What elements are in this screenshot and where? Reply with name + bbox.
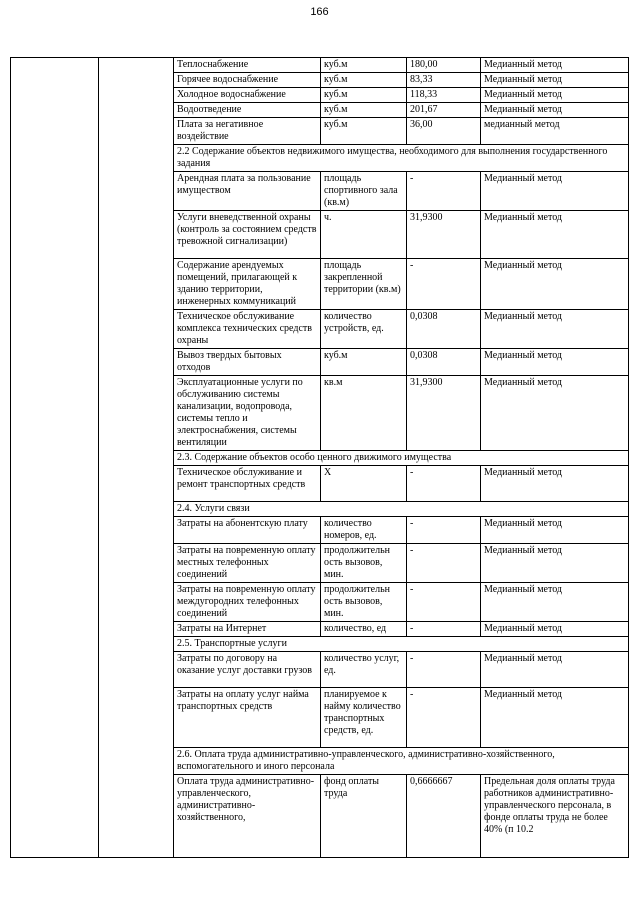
cost-name-cell: Оплата труда административно-управленческого, административно-хозяйственного, xyxy=(174,775,321,858)
unit-cell: ч. xyxy=(321,211,407,259)
cost-name-cell: Водоотведение xyxy=(174,103,321,118)
norm-value-cell: - xyxy=(407,259,481,310)
method-cell: Медианный метод xyxy=(481,310,629,349)
norm-value-cell: - xyxy=(407,517,481,544)
unit-cell: количество устройств, ед. xyxy=(321,310,407,349)
norm-value-cell: - xyxy=(407,583,481,622)
unit-cell: площадь спортивного зала (кв.м) xyxy=(321,172,407,211)
method-cell: Медианный метод xyxy=(481,259,629,310)
left-spacer-cell-2 xyxy=(99,58,174,858)
norm-value-cell: 180,00 xyxy=(407,58,481,73)
unit-cell: количество номеров, ед. xyxy=(321,517,407,544)
method-cell: Медианный метод xyxy=(481,376,629,451)
norm-value-cell: 0,0308 xyxy=(407,310,481,349)
unit-cell: куб.м xyxy=(321,118,407,145)
norm-value-cell: 201,67 xyxy=(407,103,481,118)
method-cell: Медианный метод xyxy=(481,211,629,259)
norm-value-cell: 118,33 xyxy=(407,88,481,103)
cost-name-cell: Содержание арендуемых помещений, прилагающей к зданию территории, инженерных коммуникаций xyxy=(174,259,321,310)
cost-name-cell: Затраты на повременную оплату местных телефонных соединений xyxy=(174,544,321,583)
method-cell: Предельная доля оплаты труда работников административно-управленческого персонала, в фонде оплаты труда не более 40% (п 10.2 xyxy=(481,775,629,858)
method-cell: Медианный метод xyxy=(481,73,629,88)
cost-name-cell: Затраты на абонентскую плату xyxy=(174,517,321,544)
left-spacer-cell-1 xyxy=(11,58,99,858)
method-cell: Медианный метод xyxy=(481,88,629,103)
cost-name-cell: Арендная плата за пользование имуществом xyxy=(174,172,321,211)
norm-value-cell: 83,33 xyxy=(407,73,481,88)
cost-name-cell: Холодное водоснабжение xyxy=(174,88,321,103)
cost-name-cell: Затраты на оплату услуг найма транспортных средств xyxy=(174,688,321,748)
cost-name-cell: Техническое обслуживание комплекса технических средств охраны xyxy=(174,310,321,349)
section-heading: 2.4. Услуги связи xyxy=(174,502,629,517)
unit-cell: куб.м xyxy=(321,73,407,88)
method-cell: Медианный метод xyxy=(481,583,629,622)
cost-name-cell: Теплоснабжение xyxy=(174,58,321,73)
norm-value-cell: 36,00 xyxy=(407,118,481,145)
page-number: 166 xyxy=(310,6,329,18)
method-cell: Медианный метод xyxy=(481,103,629,118)
unit-cell: продолжительн ость вызовов, мин. xyxy=(321,544,407,583)
cost-name-cell: Вывоз твердых бытовых отходов xyxy=(174,349,321,376)
norm-value-cell: - xyxy=(407,688,481,748)
section-heading: 2.5. Транспортные услуги xyxy=(174,637,629,652)
cost-name-cell: Техническое обслуживание и ремонт транспортных средств xyxy=(174,466,321,502)
method-cell: Медианный метод xyxy=(481,622,629,637)
norm-value-cell: - xyxy=(407,652,481,688)
unit-cell: куб.м xyxy=(321,88,407,103)
unit-cell: кв.м xyxy=(321,376,407,451)
method-cell: медианный метод xyxy=(481,118,629,145)
unit-cell: куб.м xyxy=(321,103,407,118)
cost-name-cell: Плата за негативное воздействие xyxy=(174,118,321,145)
unit-cell: площадь закрепленной территории (кв.м) xyxy=(321,259,407,310)
cost-norms-table xyxy=(10,57,629,858)
norm-value-cell: - xyxy=(407,466,481,502)
cost-name-cell: Затраты по договору на оказание услуг доставки грузов xyxy=(174,652,321,688)
norm-value-cell: - xyxy=(407,544,481,583)
cost-name-cell: Горячее водоснабжение xyxy=(174,73,321,88)
norm-value-cell: 31,9300 xyxy=(407,211,481,259)
cost-name-cell: Эксплуатационные услуги по обслуживанию системы канализации, водопровода, системы тепло и электроснабжения, системы вентиляции xyxy=(174,376,321,451)
norm-value-cell: - xyxy=(407,172,481,211)
method-cell: Медианный метод xyxy=(481,58,629,73)
unit-cell: продолжительн ость вызовов, мин. xyxy=(321,583,407,622)
unit-cell: фонд оплаты труда xyxy=(321,775,407,858)
method-cell: Медианный метод xyxy=(481,172,629,211)
cost-name-cell: Затраты на повременную оплату междугородних телефонных соединений xyxy=(174,583,321,622)
unit-cell: количество, ед xyxy=(321,622,407,637)
unit-cell: куб.м xyxy=(321,58,407,73)
cost-name-cell: Затраты на Интернет xyxy=(174,622,321,637)
method-cell: Медианный метод xyxy=(481,544,629,583)
norm-value-cell: 31,9300 xyxy=(407,376,481,451)
unit-cell: куб.м xyxy=(321,349,407,376)
method-cell: Медианный метод xyxy=(481,517,629,544)
method-cell: Медианный метод xyxy=(481,466,629,502)
unit-cell: планируемое к найму количество транспортных средств, ед. xyxy=(321,688,407,748)
method-cell: Медианный метод xyxy=(481,688,629,748)
section-heading: 2.3. Содержание объектов особо ценного движимого имущества xyxy=(174,451,629,466)
norm-value-cell: 0,6666667 xyxy=(407,775,481,858)
method-cell: Медианный метод xyxy=(481,652,629,688)
cost-name-cell: Услуги вневедственной охраны (контроль за состоянием средств тревожной сигнализации) xyxy=(174,211,321,259)
method-cell: Медианный метод xyxy=(481,349,629,376)
unit-cell: количество услуг, ед. xyxy=(321,652,407,688)
table-row xyxy=(11,58,629,73)
norm-value-cell: 0,0308 xyxy=(407,349,481,376)
section-heading: 2.6. Оплата труда административно-управленческого, административно-хозяйственного, вспомогательного и иного персонала xyxy=(174,748,629,775)
unit-cell: Х xyxy=(321,466,407,502)
section-heading: 2.2 Содержание объектов недвижимого имущества, необходимого для выполнения государственного задания xyxy=(174,145,629,172)
norm-value-cell: - xyxy=(407,622,481,637)
